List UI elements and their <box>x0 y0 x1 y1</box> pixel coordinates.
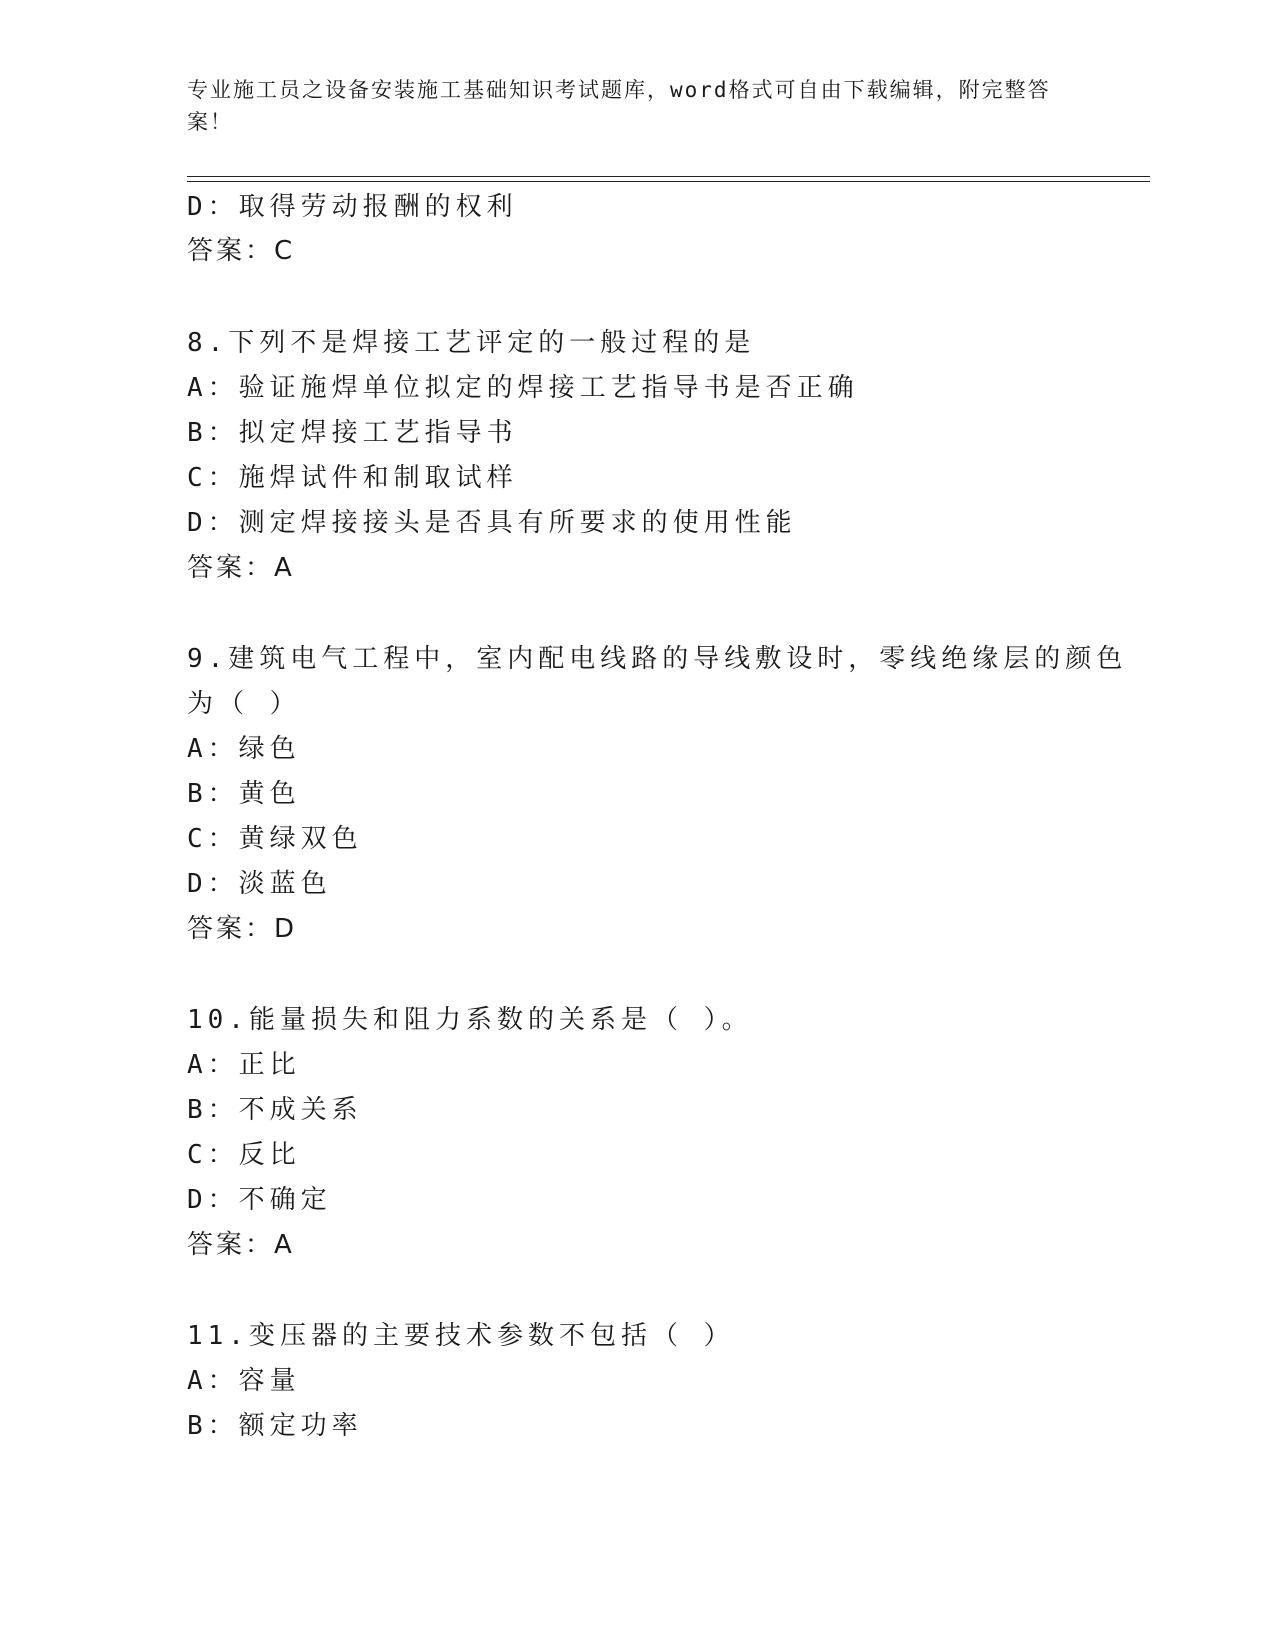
question-9-line-2: 为（ ） <box>187 689 301 719</box>
q11-option-b: B：额定功率 <box>187 1411 363 1441</box>
q9-answer: 答案：D <box>187 914 298 944</box>
q8-option-d: D：测定焊接接头是否具有所要求的使用性能 <box>187 508 797 538</box>
q9-option-c: C：黄绿双色 <box>187 824 363 854</box>
q10-option-d: D：不确定 <box>187 1185 332 1215</box>
question-11: 11.变压器的主要技术参数不包括（ ） <box>187 1321 735 1351</box>
q9-option-b: B：黄色 <box>187 779 301 809</box>
question-8: 8.下列不是焊接工艺评定的一般过程的是 <box>187 328 756 358</box>
prev-answer: 答案：C <box>187 236 296 266</box>
header-divider-top <box>187 176 1150 177</box>
question-10: 10.能量损失和阻力系数的关系是（ ）。 <box>187 1005 753 1035</box>
question-9-line-1: 9.建筑电气工程中，室内配电线路的导线敷设时，零线绝缘层的颜色 <box>187 644 1128 674</box>
q8-option-c: C：施焊试件和制取试样 <box>187 463 518 493</box>
q10-option-a: A：正比 <box>187 1050 301 1080</box>
q8-option-b: B：拟定焊接工艺指导书 <box>187 418 518 448</box>
q11-option-a: A：容量 <box>187 1366 301 1396</box>
q10-option-c: C：反比 <box>187 1140 301 1170</box>
document-header: 专业施工员之设备安装施工基础知识考试题库，word格式可自由下载编辑，附完整答案！ <box>187 78 1051 134</box>
q10-option-b: B：不成关系 <box>187 1095 363 1125</box>
prev-option-d: D：取得劳动报酬的权利 <box>187 192 518 222</box>
q10-answer: 答案：A <box>187 1230 295 1260</box>
q8-answer: 答案：A <box>187 553 295 583</box>
q9-option-a: A：绿色 <box>187 734 301 764</box>
header-divider-bottom <box>187 181 1150 182</box>
q9-option-d: D：淡蓝色 <box>187 869 332 899</box>
q8-option-a: A：验证施焊单位拟定的焊接工艺指导书是否正确 <box>187 373 859 403</box>
